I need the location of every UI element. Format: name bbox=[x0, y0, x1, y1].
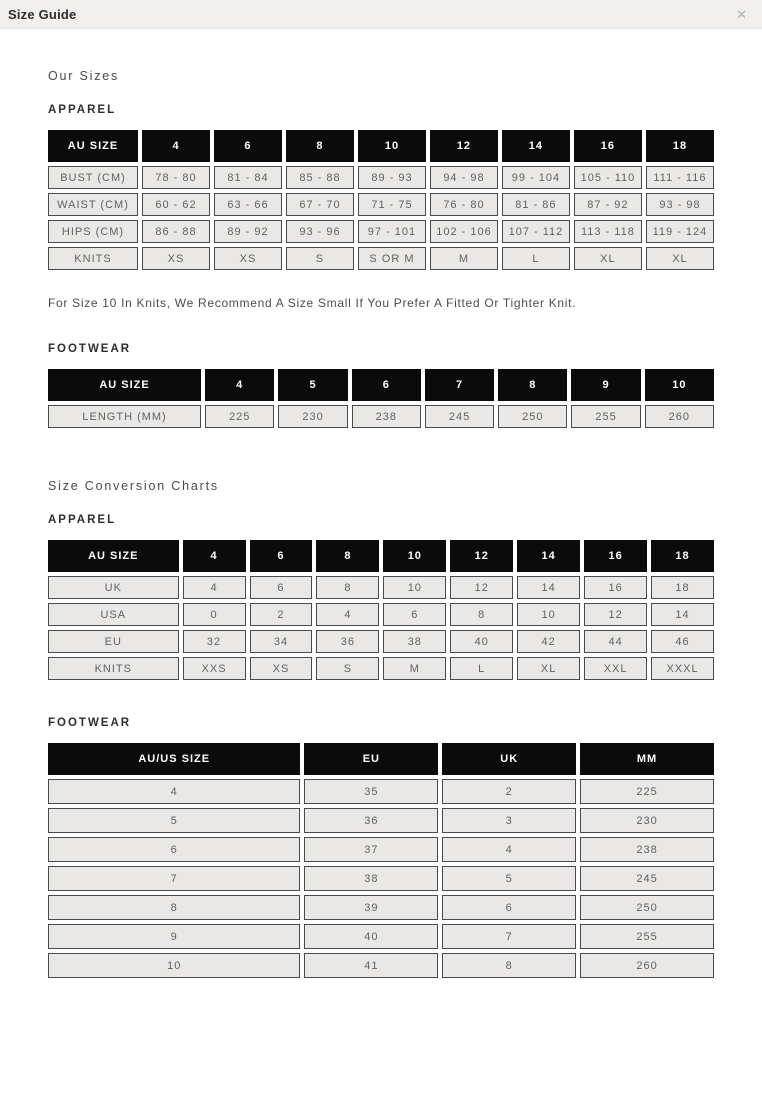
table-cell: 9 bbox=[48, 924, 300, 949]
table-cell: 6 bbox=[250, 576, 313, 599]
close-icon: ✕ bbox=[736, 6, 747, 22]
table-cell: 18 bbox=[651, 576, 714, 599]
table-cell: 238 bbox=[352, 405, 421, 428]
table-cell: LENGTH (MM) bbox=[48, 405, 201, 428]
table-cell: 37 bbox=[304, 837, 438, 862]
column-header: 8 bbox=[316, 540, 379, 572]
table-cell: L bbox=[502, 247, 570, 270]
column-header: 18 bbox=[646, 130, 714, 162]
table-cell: 8 bbox=[442, 953, 576, 978]
column-header: AU/US SIZE bbox=[48, 743, 300, 775]
table-cell: 67 - 70 bbox=[286, 193, 354, 216]
table-cell: 107 - 112 bbox=[502, 220, 570, 243]
table-cell: 10 bbox=[48, 953, 300, 978]
table-cell: 93 - 98 bbox=[646, 193, 714, 216]
knits-note: For Size 10 In Knits, We Recommend A Size Small If You Prefer A Fitted Or Tighter Knit. bbox=[48, 296, 577, 310]
table-cell: KNITS bbox=[48, 657, 179, 680]
footwear-subheading-conversion: FOOTWEAR bbox=[48, 717, 132, 729]
table-cell: 41 bbox=[304, 953, 438, 978]
table-cell: 230 bbox=[278, 405, 347, 428]
table-cell: 102 - 106 bbox=[430, 220, 498, 243]
table-cell: 76 - 80 bbox=[430, 193, 498, 216]
column-header: EU bbox=[304, 743, 438, 775]
table-cell: 94 - 98 bbox=[430, 166, 498, 189]
table-cell: M bbox=[430, 247, 498, 270]
table-cell: XXS bbox=[183, 657, 246, 680]
column-header: 4 bbox=[183, 540, 246, 572]
our-sizes-heading: Our Sizes bbox=[48, 69, 120, 83]
table-cell: 14 bbox=[517, 576, 580, 599]
table-cell: 16 bbox=[584, 576, 647, 599]
column-header: MM bbox=[580, 743, 714, 775]
apparel-subheading-conversion: APPAREL bbox=[48, 514, 117, 526]
table-cell: HIPS (CM) bbox=[48, 220, 138, 243]
footwear-subheading-our-sizes: FOOTWEAR bbox=[48, 343, 132, 355]
table-cell: 99 - 104 bbox=[502, 166, 570, 189]
table-cell: XL bbox=[574, 247, 642, 270]
table-cell: S OR M bbox=[358, 247, 426, 270]
table-row bbox=[48, 924, 714, 949]
table-cell: L bbox=[450, 657, 513, 680]
table-cell: XXL bbox=[584, 657, 647, 680]
column-header: 4 bbox=[205, 369, 274, 401]
table-row bbox=[48, 247, 714, 270]
table-cell: 81 - 86 bbox=[502, 193, 570, 216]
table-row bbox=[48, 953, 714, 978]
table-cell: 2 bbox=[442, 779, 576, 804]
column-header: 18 bbox=[651, 540, 714, 572]
table-cell: 6 bbox=[442, 895, 576, 920]
table-cell: 38 bbox=[304, 866, 438, 891]
size-guide-header-bar bbox=[0, 0, 762, 29]
column-header: AU SIZE bbox=[48, 540, 179, 572]
table-cell: 255 bbox=[571, 405, 640, 428]
table-cell: 71 - 75 bbox=[358, 193, 426, 216]
table-cell: 7 bbox=[48, 866, 300, 891]
column-header: 7 bbox=[425, 369, 494, 401]
table-row bbox=[48, 603, 714, 626]
table-row bbox=[48, 193, 714, 216]
table-cell: UK bbox=[48, 576, 179, 599]
table-row bbox=[48, 837, 714, 862]
table-cell: 78 - 80 bbox=[142, 166, 210, 189]
table-cell: 8 bbox=[48, 895, 300, 920]
our-sizes-apparel-table bbox=[44, 126, 718, 274]
size-conversion-heading: Size Conversion Charts bbox=[48, 479, 219, 493]
table-cell: 4 bbox=[316, 603, 379, 626]
our-sizes-footwear-table bbox=[44, 365, 718, 432]
column-header: 16 bbox=[574, 130, 642, 162]
column-header: 6 bbox=[352, 369, 421, 401]
table-cell: 85 - 88 bbox=[286, 166, 354, 189]
table-row bbox=[48, 895, 714, 920]
table-cell: EU bbox=[48, 630, 179, 653]
table-row bbox=[48, 166, 714, 189]
page-title: Size Guide bbox=[8, 6, 77, 22]
table-cell: 10 bbox=[517, 603, 580, 626]
table-cell: 230 bbox=[580, 808, 714, 833]
table-cell: WAIST (CM) bbox=[48, 193, 138, 216]
table-cell: 3 bbox=[442, 808, 576, 833]
table-cell: 93 - 96 bbox=[286, 220, 354, 243]
table-cell: 250 bbox=[498, 405, 567, 428]
table-cell: 111 - 116 bbox=[646, 166, 714, 189]
table-cell: 46 bbox=[651, 630, 714, 653]
conversion-footwear-table bbox=[44, 739, 718, 982]
table-cell: 36 bbox=[304, 808, 438, 833]
table-cell: 35 bbox=[304, 779, 438, 804]
table-cell: 39 bbox=[304, 895, 438, 920]
table-row bbox=[48, 866, 714, 891]
table-cell: 89 - 92 bbox=[214, 220, 282, 243]
table-header-row bbox=[48, 369, 714, 401]
conversion-apparel-table bbox=[44, 536, 718, 684]
table-cell: 44 bbox=[584, 630, 647, 653]
table-cell: KNITS bbox=[48, 247, 138, 270]
table-cell: 4 bbox=[442, 837, 576, 862]
table-cell: 7 bbox=[442, 924, 576, 949]
table-cell: 86 - 88 bbox=[142, 220, 210, 243]
table-cell: 4 bbox=[183, 576, 246, 599]
table-cell: 12 bbox=[450, 576, 513, 599]
column-header: 10 bbox=[645, 369, 714, 401]
table-cell: 105 - 110 bbox=[574, 166, 642, 189]
table-cell: 97 - 101 bbox=[358, 220, 426, 243]
table-cell: 119 - 124 bbox=[646, 220, 714, 243]
column-header: 6 bbox=[214, 130, 282, 162]
column-header: 14 bbox=[502, 130, 570, 162]
table-cell: XL bbox=[517, 657, 580, 680]
table-row bbox=[48, 779, 714, 804]
column-header: 14 bbox=[517, 540, 580, 572]
column-header: 8 bbox=[498, 369, 567, 401]
table-cell: 60 - 62 bbox=[142, 193, 210, 216]
table-cell: 5 bbox=[48, 808, 300, 833]
table-row bbox=[48, 657, 714, 680]
table-cell: M bbox=[383, 657, 446, 680]
column-header: 8 bbox=[286, 130, 354, 162]
table-cell: 40 bbox=[304, 924, 438, 949]
table-row bbox=[48, 405, 714, 428]
table-cell: 40 bbox=[450, 630, 513, 653]
column-header: 9 bbox=[571, 369, 640, 401]
column-header: 10 bbox=[383, 540, 446, 572]
column-header: 16 bbox=[584, 540, 647, 572]
column-header: AU SIZE bbox=[48, 369, 201, 401]
table-header-row bbox=[48, 743, 714, 775]
table-header-row bbox=[48, 540, 714, 572]
column-header: 5 bbox=[278, 369, 347, 401]
column-header: 6 bbox=[250, 540, 313, 572]
table-cell: 245 bbox=[425, 405, 494, 428]
table-row bbox=[48, 808, 714, 833]
table-cell: 63 - 66 bbox=[214, 193, 282, 216]
table-cell: BUST (CM) bbox=[48, 166, 138, 189]
column-header: UK bbox=[442, 743, 576, 775]
table-cell: 250 bbox=[580, 895, 714, 920]
table-cell: 89 - 93 bbox=[358, 166, 426, 189]
table-cell: 8 bbox=[316, 576, 379, 599]
table-cell: 225 bbox=[580, 779, 714, 804]
table-cell: 8 bbox=[450, 603, 513, 626]
table-row bbox=[48, 630, 714, 653]
table-cell: 34 bbox=[250, 630, 313, 653]
table-cell: 225 bbox=[205, 405, 274, 428]
table-cell: 5 bbox=[442, 866, 576, 891]
column-header: 12 bbox=[430, 130, 498, 162]
table-cell: 12 bbox=[584, 603, 647, 626]
table-row bbox=[48, 220, 714, 243]
table-cell: 87 - 92 bbox=[574, 193, 642, 216]
table-cell: 6 bbox=[48, 837, 300, 862]
table-cell: 38 bbox=[383, 630, 446, 653]
column-header: 4 bbox=[142, 130, 210, 162]
table-cell: USA bbox=[48, 603, 179, 626]
table-cell: S bbox=[286, 247, 354, 270]
table-header-row bbox=[48, 130, 714, 162]
size-guide-content bbox=[0, 29, 762, 982]
table-cell: XS bbox=[142, 247, 210, 270]
table-cell: 32 bbox=[183, 630, 246, 653]
table-cell: 260 bbox=[645, 405, 714, 428]
table-cell: 42 bbox=[517, 630, 580, 653]
table-cell: 245 bbox=[580, 866, 714, 891]
table-cell: 14 bbox=[651, 603, 714, 626]
close-button[interactable] bbox=[736, 8, 747, 21]
table-cell: 238 bbox=[580, 837, 714, 862]
table-cell: 6 bbox=[383, 603, 446, 626]
table-cell: 113 - 118 bbox=[574, 220, 642, 243]
apparel-subheading-our-sizes: APPAREL bbox=[48, 104, 117, 116]
column-header: 12 bbox=[450, 540, 513, 572]
table-cell: 36 bbox=[316, 630, 379, 653]
table-cell: 260 bbox=[580, 953, 714, 978]
table-cell: 10 bbox=[383, 576, 446, 599]
table-cell: 81 - 84 bbox=[214, 166, 282, 189]
table-cell: XXXL bbox=[651, 657, 714, 680]
column-header: AU SIZE bbox=[48, 130, 138, 162]
table-cell: XS bbox=[214, 247, 282, 270]
column-header: 10 bbox=[358, 130, 426, 162]
table-cell: XL bbox=[646, 247, 714, 270]
table-cell: S bbox=[316, 657, 379, 680]
table-row bbox=[48, 576, 714, 599]
table-cell: 255 bbox=[580, 924, 714, 949]
table-cell: 0 bbox=[183, 603, 246, 626]
table-cell: 2 bbox=[250, 603, 313, 626]
table-cell: 4 bbox=[48, 779, 300, 804]
table-cell: XS bbox=[250, 657, 313, 680]
